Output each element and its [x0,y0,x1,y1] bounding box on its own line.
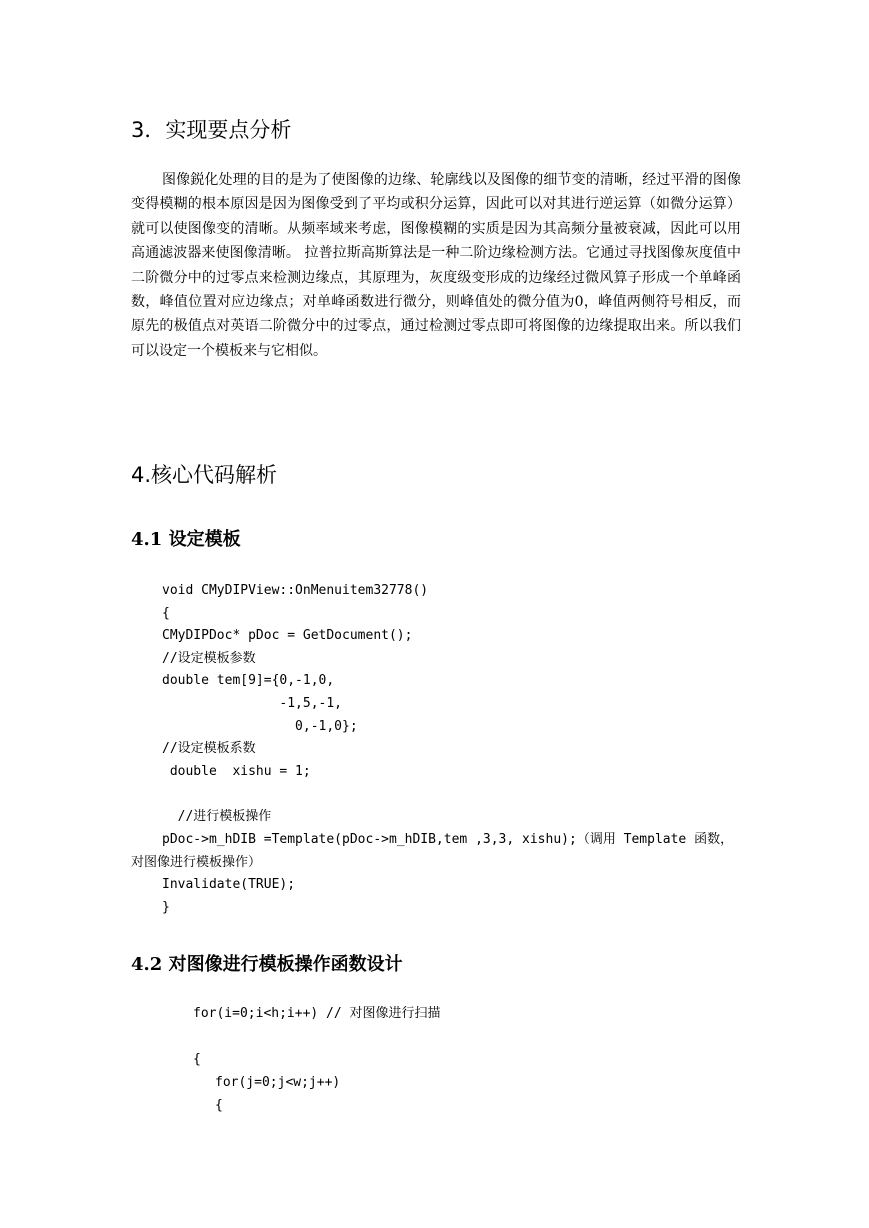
section-3-paragraph: 图像鋭化处理的目的是为了使图像的边缘、轮廓线以及图像的细节变的清晰，经过平滑的图像变得模糊的根本原因是因为图像受到了平均或积分运算，因此可以对其进行逆运算（如微分运算）就可以使图像变的清晰。从频率域来考虑，图像模糊的实质是因为其高频分量被衰减，因此可以用高通滤波器来使图像清晰。 拉普拉斯高斯算法是一种二阶边缘检测方法。它通过寻找图像灰度值中二阶微分中的过零点来检测边缘点，其原理为，灰度级变形成的边缘经过微风算子形成一个单峰函数，峰值位置对应边缘点；对单峰函数进行微分，则峰值处的微分值为0，峰值两侧符号相反，而原先的极值点对英语二阶微分中的过零点，通过检测过零点即可将图像的边缘提取出来。所以我们可以设定一个模板来与它相似。 [131,172,741,359]
invalidate-code-block: Invalidate(TRUE); } [162,877,296,915]
template-call-line: pDoc->m_hDIB =Template(pDoc->m_hDIB,tem ,3,3, xishu);（调用 Template 函数，对图像进行模板操作） [131,832,734,870]
section-4-1-heading: 4.1 设定模板 [131,529,241,550]
section-4-heading: 4.核心代码解析 [131,463,278,487]
section-4-2-heading: 4.2 对图像进行模板操作函数设计 [131,954,403,975]
template-code-block: void CMyDIPView::OnMenuitem32778() { CMyDIPDoc* pDoc = GetDocument(); //设定模板参数 double tem[9]={0,-1,0, -1,5,-1, 0,-1,0}; //设定模板系数 double xishu = 1; //进行模板操作 [162,583,429,824]
inner-loop-block: for(j=0;j<w;j++) { [215,1075,341,1113]
outer-loop-brace: { [193,1052,201,1067]
outer-loop-line: for(i=0;i<h;i++) // 对图像进行扫描 [193,1006,441,1021]
section-3-heading: 3．实现要点分析 [131,118,292,142]
